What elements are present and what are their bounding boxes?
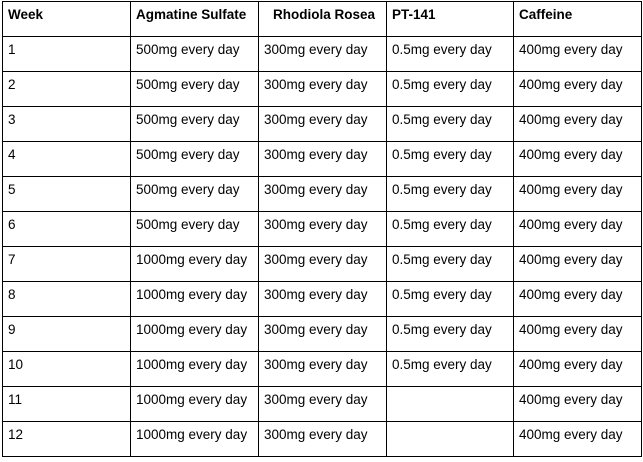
- cell-pt-141: 0.5mg every day: [387, 212, 514, 247]
- cell-pt-141: [387, 422, 514, 457]
- cell-week: 6: [3, 212, 131, 247]
- cell-pt-141: 0.5mg every day: [387, 142, 514, 177]
- cell-rhodiola-rosea: 300mg every day: [259, 247, 387, 282]
- cell-rhodiola-rosea: 300mg every day: [259, 317, 387, 352]
- table-row: [3, 177, 642, 212]
- cell-rhodiola-rosea: 300mg every day: [259, 212, 387, 247]
- cell-rhodiola-rosea: 300mg every day: [259, 387, 387, 422]
- cell-week: 12: [3, 422, 131, 457]
- cell-rhodiola-rosea: 300mg every day: [259, 352, 387, 387]
- cell-caffeine: 400mg every day: [514, 317, 642, 352]
- cell-week: 3: [3, 107, 131, 142]
- cell-agmatine-sulfate: 500mg every day: [131, 72, 259, 107]
- cell-agmatine-sulfate: 500mg every day: [131, 37, 259, 72]
- cell-caffeine: 400mg every day: [514, 177, 642, 212]
- cell-rhodiola-rosea: 300mg every day: [259, 282, 387, 317]
- table-row: [3, 247, 642, 282]
- table-row: [3, 107, 642, 142]
- cell-caffeine: 400mg every day: [514, 387, 642, 422]
- cell-caffeine: 400mg every day: [514, 142, 642, 177]
- cell-week: 9: [3, 317, 131, 352]
- cell-caffeine: 400mg every day: [514, 72, 642, 107]
- cell-week: 2: [3, 72, 131, 107]
- table-row: [3, 72, 642, 107]
- cell-agmatine-sulfate: 1000mg every day: [131, 317, 259, 352]
- cell-pt-141: 0.5mg every day: [387, 177, 514, 212]
- cell-pt-141: 0.5mg every day: [387, 72, 514, 107]
- cell-rhodiola-rosea: 300mg every day: [259, 177, 387, 212]
- cell-rhodiola-rosea: 300mg every day: [259, 107, 387, 142]
- cell-week: 11: [3, 387, 131, 422]
- cell-agmatine-sulfate: 500mg every day: [131, 212, 259, 247]
- cell-pt-141: 0.5mg every day: [387, 317, 514, 352]
- cell-caffeine: 400mg every day: [514, 422, 642, 457]
- cell-week: 5: [3, 177, 131, 212]
- cell-week: 10: [3, 352, 131, 387]
- header-week: Week: [3, 2, 131, 37]
- cell-week: 4: [3, 142, 131, 177]
- table-row: [3, 37, 642, 72]
- cell-caffeine: 400mg every day: [514, 107, 642, 142]
- table-row: [3, 387, 642, 422]
- header-pt-141: PT-141: [387, 2, 514, 37]
- cell-pt-141: 0.5mg every day: [387, 247, 514, 282]
- table-row: [3, 282, 642, 317]
- table-row: [3, 422, 642, 457]
- cell-caffeine: 400mg every day: [514, 247, 642, 282]
- table-row: [3, 142, 642, 177]
- cell-agmatine-sulfate: 1000mg every day: [131, 352, 259, 387]
- cell-agmatine-sulfate: 500mg every day: [131, 142, 259, 177]
- header-caffeine: Caffeine: [514, 2, 642, 37]
- cell-rhodiola-rosea: 300mg every day: [259, 72, 387, 107]
- cell-rhodiola-rosea: 300mg every day: [259, 422, 387, 457]
- cell-pt-141: [387, 387, 514, 422]
- header-rhodiola-rosea: Rhodiola Rosea: [259, 2, 387, 37]
- table-header-row: [3, 2, 642, 37]
- cell-pt-141: 0.5mg every day: [387, 37, 514, 72]
- cell-pt-141: 0.5mg every day: [387, 352, 514, 387]
- cell-agmatine-sulfate: 1000mg every day: [131, 247, 259, 282]
- cell-week: 8: [3, 282, 131, 317]
- cell-rhodiola-rosea: 300mg every day: [259, 37, 387, 72]
- table-row: [3, 352, 642, 387]
- cell-pt-141: 0.5mg every day: [387, 107, 514, 142]
- table-row: [3, 317, 642, 352]
- cell-agmatine-sulfate: 1000mg every day: [131, 422, 259, 457]
- cell-rhodiola-rosea: 300mg every day: [259, 142, 387, 177]
- dosing-schedule-table: [2, 1, 642, 457]
- cell-agmatine-sulfate: 500mg every day: [131, 107, 259, 142]
- cell-caffeine: 400mg every day: [514, 352, 642, 387]
- cell-pt-141: 0.5mg every day: [387, 282, 514, 317]
- table-row: [3, 212, 642, 247]
- cell-week: 7: [3, 247, 131, 282]
- cell-agmatine-sulfate: 1000mg every day: [131, 387, 259, 422]
- cell-caffeine: 400mg every day: [514, 37, 642, 72]
- cell-agmatine-sulfate: 500mg every day: [131, 177, 259, 212]
- cell-caffeine: 400mg every day: [514, 282, 642, 317]
- cell-week: 1: [3, 37, 131, 72]
- cell-agmatine-sulfate: 1000mg every day: [131, 282, 259, 317]
- header-agmatine-sulfate: Agmatine Sulfate: [131, 2, 259, 37]
- cell-caffeine: 400mg every day: [514, 212, 642, 247]
